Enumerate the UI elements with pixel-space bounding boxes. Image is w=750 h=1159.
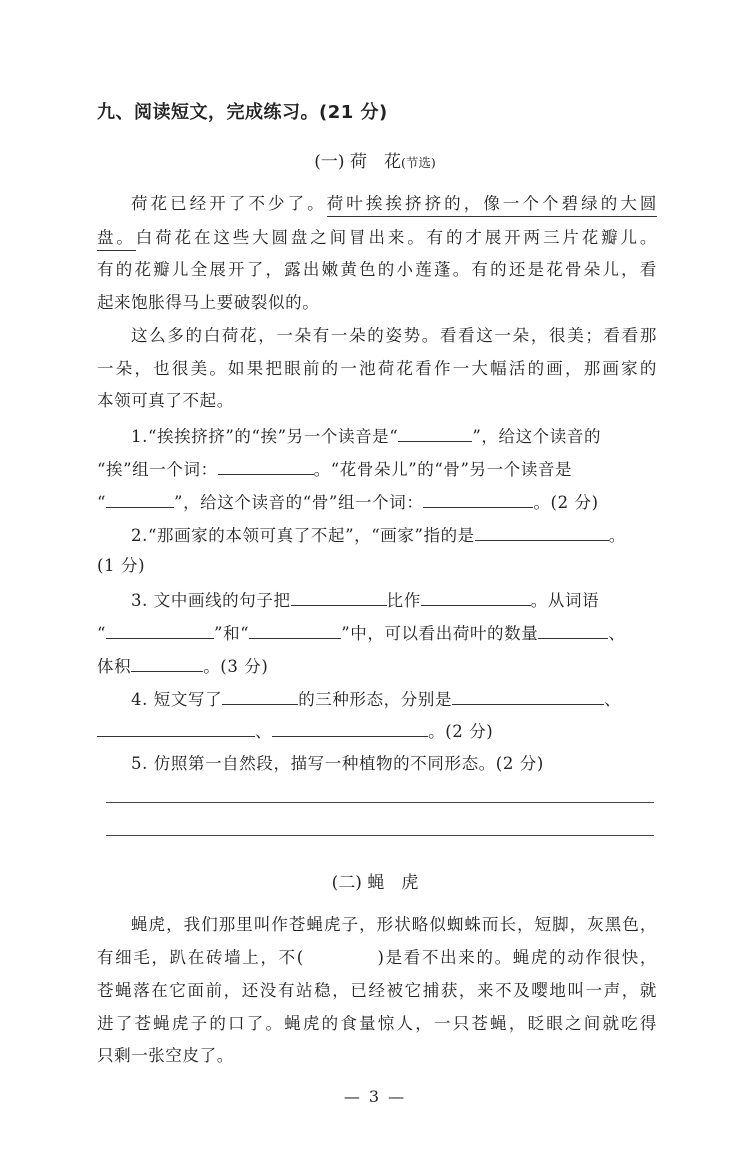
answer-blank[interactable] <box>398 427 472 442</box>
passage-title-1 <box>0 147 750 172</box>
answer-blank[interactable] <box>538 624 608 639</box>
passage1-line: 荷花已经开了不少了。荷叶挨挨挤挤的，像一个个碧绿的大圆 <box>131 196 657 213</box>
passage1-line: 盘。白荷花在这些大圆盘之间冒出来。有的才展开两三片花瓣儿。 <box>97 230 657 247</box>
passage-title-note: (节选) <box>400 155 436 170</box>
answer-blank[interactable] <box>218 460 314 475</box>
passage1-line: 这么多的白荷花，一朵有一朵的姿势。看看这一朵，很美；看看那 <box>131 326 657 345</box>
underlined-sentence: 盘。 <box>97 228 136 251</box>
page-number: — 3 — <box>343 1087 407 1106</box>
answer-blank[interactable] <box>131 657 203 672</box>
answer-blank[interactable] <box>106 624 214 639</box>
answer-blank[interactable] <box>272 722 428 737</box>
question-2-score: (1 分) <box>97 556 146 575</box>
question-4: 4. 短文写了 的三种形态，分别是 、 <box>131 690 622 709</box>
passage-title-text: (一) 荷 花 <box>314 152 401 172</box>
question-3: 3. 文中画线的句子把 比作 。从词语 <box>131 591 600 610</box>
answer-blank[interactable] <box>97 722 255 737</box>
question-1: 1.“挨挨挤挤”的“挨”另一个读音是“ ”，给这个读音的 <box>131 427 602 446</box>
question-1-line3: “ ”，给这个读音的“骨”组一个词： 。(2 分) <box>97 493 599 512</box>
question-5: 5. 仿照第一自然段，描写一种植物的不同形态。(2 分) <box>131 754 544 773</box>
question-heading: 九、阅读短文，完成练习。(21 分) <box>97 102 388 123</box>
answer-blank[interactable] <box>106 493 174 508</box>
writing-line[interactable] <box>106 802 654 803</box>
answer-blank[interactable] <box>452 690 604 705</box>
passage1-line: 有的花瓣儿全展开了，露出嫩黄色的小莲蓬。有的还是花骨朵儿，看 <box>97 260 657 279</box>
question-4-line2: 、 。(2 分) <box>97 722 657 741</box>
answer-blank[interactable] <box>249 624 341 639</box>
passage2-line: 进了苍蝇虎子的口了。蝇虎的食量惊人，一只苍蝇，眨眼之间就吃得 <box>97 1014 657 1033</box>
passage1-line: 本领可真了不起。 <box>97 391 234 410</box>
passage1-line: 起来饱胀得马上要破裂似的。 <box>97 293 320 312</box>
question-2: 2.“那画家的本领可真了不起”，“画家”指的是 。 <box>131 526 626 545</box>
passage2-line: 有细毛，趴在砖墙上，不( )是看不出来的。蝇虎的动作很快， <box>97 948 657 967</box>
question-3-line2: “ ”和“ ”中，可以看出荷叶的数量 、 <box>97 624 626 643</box>
passage1-line: 一朵，也很美。如果把眼前的一池荷花看作一大幅活的画，那画家的 <box>97 359 657 378</box>
passage2-line: 蝇虎，我们那里叫作苍蝇虎子，形状略似蜘蛛而长，短脚，灰黑色， <box>131 915 657 934</box>
passage2-line: 只剩一张空皮了。 <box>97 1046 234 1065</box>
answer-blank[interactable] <box>421 591 531 606</box>
answer-blank[interactable] <box>423 493 533 508</box>
question-1-line2: “挨”组一个词： 。“花骨朵儿”的“骨”另一个读音是 <box>97 460 573 479</box>
underlined-sentence: 荷叶挨挨挤挤的，像一个个碧绿的大圆 <box>327 194 657 217</box>
answer-blank[interactable] <box>291 591 387 606</box>
answer-blank[interactable] <box>222 690 298 705</box>
question-3-line3: 体积 。(3 分) <box>97 657 269 676</box>
passage-title-2: (二) 蝇 虎 <box>331 873 419 893</box>
passage2-line: 苍蝇落在它面前，还没有站稳，已经被它捕获，来不及嘤地叫一声，就 <box>97 981 657 1000</box>
writing-line[interactable] <box>106 835 654 836</box>
answer-blank[interactable] <box>475 526 609 541</box>
